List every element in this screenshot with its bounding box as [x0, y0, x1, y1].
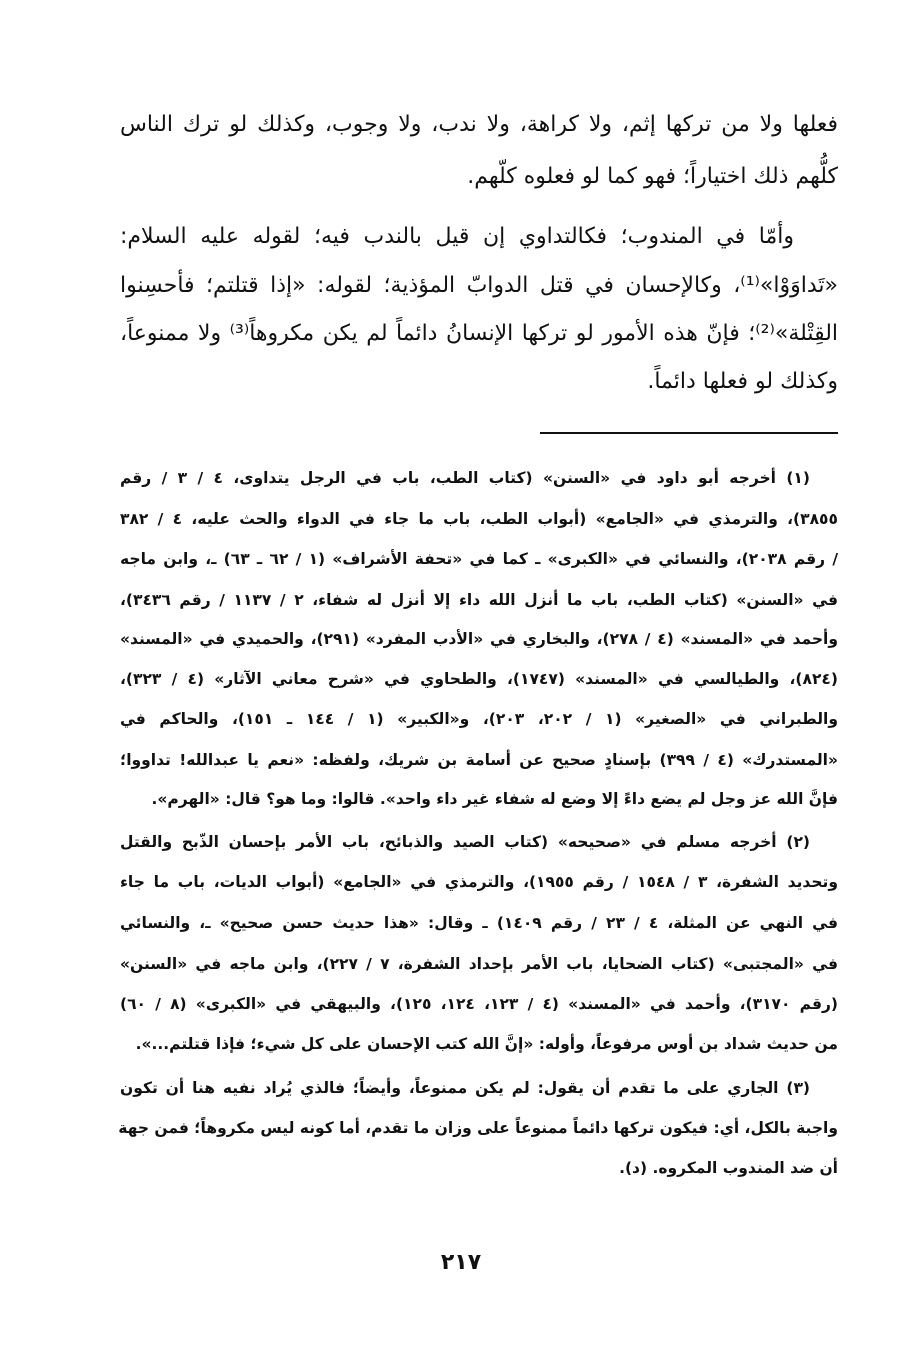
footnote-line: وأحمد في «المسند» (٤ / ٢٧٨)، والبخاري في «الأدب المفرد» (٢٩١)، والحميدي في «المسند» [120, 630, 838, 648]
footnote-line: في النهي عن المثلة، ٤ / ٢٣ / رقم ١٤٠٩) ـ وقال: «هذا حديث حسن صحيح» ـ، والنسائي [120, 914, 838, 932]
footnote-line: من حديث شداد بن أوس مرفوعاً، وأوله: «إنَّ الله كتب الإحسان على كل شيء؛ فإذا قتلتم...». [135, 1035, 838, 1053]
page-number: ٢١٧ [440, 1250, 482, 1275]
text-line: وأمّا في المندوب؛ فكالتداوي إن قيل بالندب فيه؛ لقوله عليه السلام: [120, 224, 794, 249]
footnote-line: أن ضد المندوب المكروه. (د). [619, 1159, 838, 1177]
text-line: كلُّهم ذلك اختياراً؛ فهو كما لو فعلوه كلّهم. [467, 164, 838, 189]
footnote-line: فإنَّ الله عز وجل لم يضع داءً إلا وضع له شفاء غير داء واحد». قالوا: وما هو؟ قال: «الهرم». [151, 790, 838, 808]
footnote-line: (٢) أخرجه مسلم في «صحيحه» (كتاب الصيد والذبائح، باب الأمر بإحسان الذّبح والقتل [120, 833, 810, 851]
text-line: وكذلك لو فعلها دائماً. [647, 369, 838, 394]
footnote-line: «المستدرك» (٤ / ٣٩٩) بإسنادٍ صحيح عن أسامة بن شريك، ولفظه: «نعم يا عبدالله! تداووا؛ [120, 751, 838, 769]
footnote-line: (٣) الجاري على ما تقدم أن يقول: لم يكن ممنوعاً، وأيضاً؛ فالذي يُراد نفيه هنا أن تكون [120, 1079, 810, 1097]
footnote-line: / رقم ٢٠٣٨)، والنسائي في «الكبرى» ـ كما في «تحفة الأشراف» (١ / ٦٢ ـ ٦٣) ـ، وابن ماجه [120, 550, 838, 568]
footnote-separator [540, 432, 838, 434]
text-line: «تَداوَوْا»⁽¹⁾، وكالإحسان في قتل الدوابّ المؤذية؛ لقوله: «إذا قتلتم؛ فأحسِنوا [120, 273, 838, 298]
footnote-line: وتحديد الشفرة، ٣ / ١٥٤٨ / رقم ١٩٥٥)، والترمذي في «الجامع» (أبواب الديات، باب ما جاء [120, 873, 838, 891]
footnote-line: واجبة بالكل، أي: فيكون تركها دائماً ممنوعاً على وزان ما تقدم، أما كونه ليس مكروهاً؛ فمن جهة [118, 1119, 838, 1137]
footnote-line: (٨٢٤)، والطيالسي في «المسند» (١٧٤٧)، والطحاوي في «شرح معاني الآثار» (٤ / ٣٢٣)، [120, 670, 838, 688]
footnote-line: في «السنن» (كتاب الطب، باب ما أنزل الله داء إلا أنزل له شفاء، ٢ / ١١٣٧ / رقم ٣٤٣٦)، [120, 591, 838, 609]
footnote-line: والطبراني في «الصغير» (١ / ٢٠٢، ٢٠٣)، و«الكبير» (١ / ١٤٤ ـ ١٥١)، والحاكم في [120, 710, 838, 728]
text-line: القِتْلة»⁽²⁾؛ فإنّ هذه الأمور لو تركها الإنسانُ دائماً لم يكن مكروهاً⁽³⁾ ولا ممنوعاً، [120, 321, 839, 346]
text-line: فعلها ولا من تركها إثم، ولا كراهة، ولا ندب، ولا وجوب، وكذلك لو ترك الناس [120, 112, 838, 137]
footnote-line: ٣٨٥٥)، والترمذي في «الجامع» (أبواب الطب، باب ما جاء في الدواء والحث عليه، ٤ / ٣٨٢ [120, 510, 838, 528]
footnote-line: (١) أخرجه أبو داود في «السنن» (كتاب الطب، باب في الرجل يتداوى، ٤ / ٣ / رقم [120, 469, 810, 487]
footnote-line: (رقم ٣١٧٠)، وأحمد في «المسند» (٤ / ١٢٣، ١٢٤، ١٢٥)، والبيهقي في «الكبرى» (٨ / ٦٠) [120, 995, 838, 1013]
footnote-line: في «المجتبى» (كتاب الضحايا، باب الأمر بإحداد الشفرة، ٧ / ٢٢٧)، وابن ماجه في «السنن» [120, 955, 838, 973]
